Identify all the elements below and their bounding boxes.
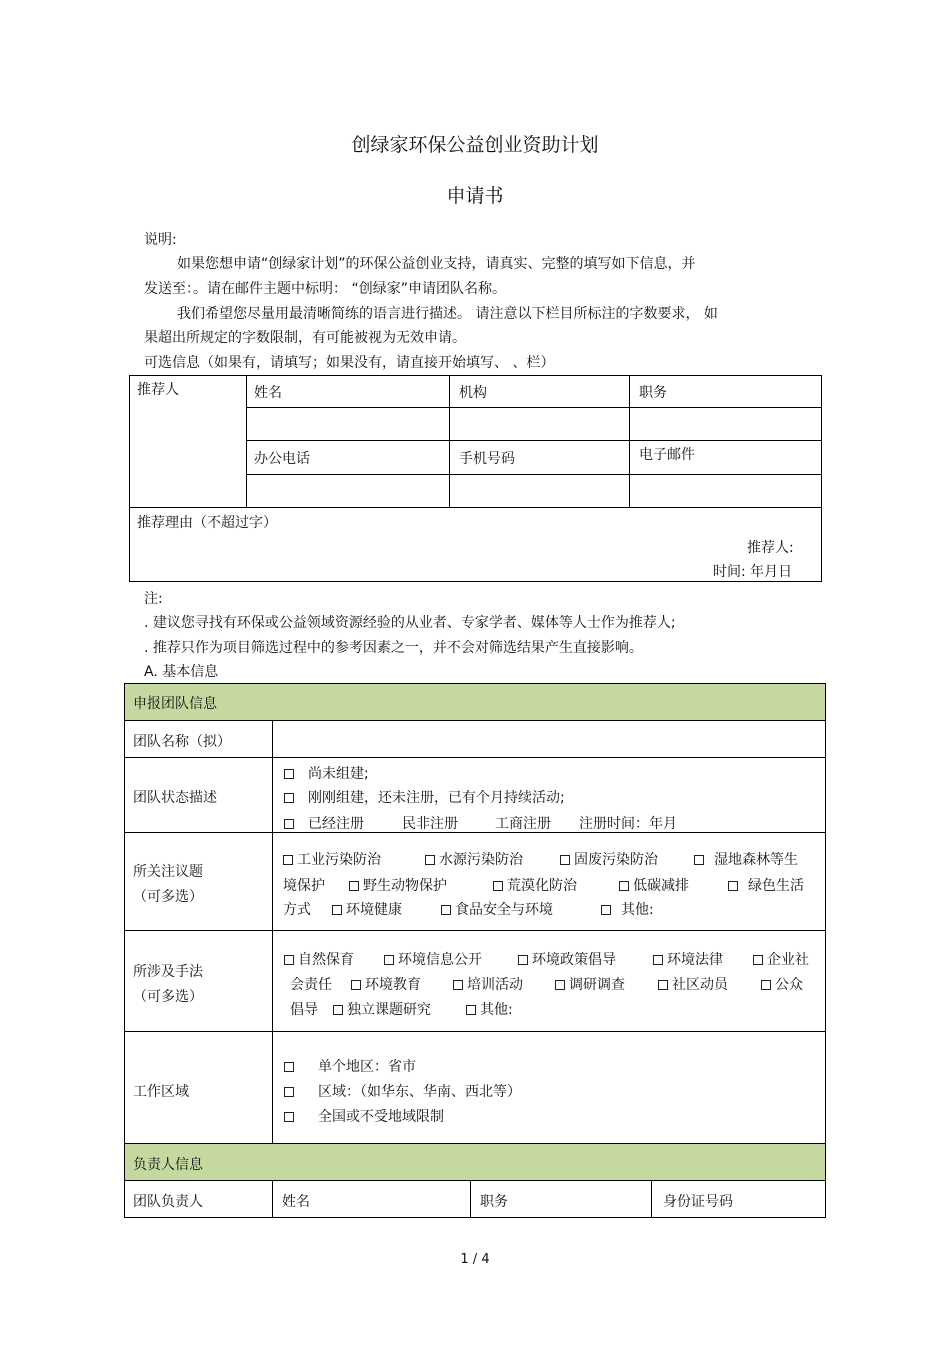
checkbox-icon [753,955,763,965]
recommender-office-phone-label: 办公电话 [254,451,310,467]
recommender-signature-label: 推荐人: [747,540,794,556]
method-option[interactable]: 环境教育 [351,974,421,994]
issue-option[interactable]: 水源污染防治 [425,849,523,869]
issue-option[interactable]: 环境健康 [332,899,402,919]
checkbox-icon [728,881,738,891]
area-option-nationwide[interactable]: 全国或不受地域限制 [284,1106,444,1126]
page-subtitle: 申请书 [446,185,504,207]
checkbox-icon [555,980,565,990]
issue-option[interactable]: 绿色生活 [728,875,804,895]
checkbox-icon [284,819,294,829]
leader-name-label: 姓名 [282,1194,310,1210]
checkbox-icon [349,881,359,891]
page-number: 1 / 4 [460,1252,490,1267]
intro-paragraph-2a: 我们希望您尽量用最清晰简练的语言进行描述。 请注意以下栏目所标注的字数要求， 如 [177,306,718,322]
section-a-heading: A. 基本信息 [144,664,219,680]
checkbox-icon [333,1005,343,1015]
team-name-label: 团队名称（拟） [133,734,231,750]
notes-label: 注: [144,591,163,607]
note-1: . 建议您寻找有环保或公益领域资源经验的从业者、专家学者、媒体等人士作为推荐人; [144,615,676,631]
leader-id-label: 身份证号码 [663,1194,733,1210]
issue-option[interactable]: 湿地森林等生 [694,849,798,869]
checkbox-icon [332,905,342,915]
status-option-registered[interactable]: 已经注册 [284,813,364,833]
checkbox-icon [351,980,361,990]
recommender-mobile-label: 手机号码 [459,451,515,467]
issue-option[interactable]: 荒漠化防治 [493,875,577,895]
checkbox-icon [453,980,463,990]
checkbox-icon [284,1112,294,1122]
methods-label: 所涉及手法 [133,964,203,980]
checkbox-icon [466,1005,476,1015]
checkbox-icon [284,769,294,779]
recommender-position-label: 职务 [639,385,667,401]
recommender-label: 推荐人 [137,382,179,398]
methods-multi-select-hint: （可多选） [133,989,203,1005]
team-status-label: 团队状态描述 [133,790,217,806]
issue-option[interactable]: 其他: [601,899,654,919]
issue-option-continued: 境保护 [283,878,325,894]
recommend-reason-label: 推荐理由（不超过字） [137,515,277,531]
recommend-date-label: 时间: 年月日 [713,564,793,580]
checkbox-icon [384,955,394,965]
issues-multi-select-hint: （可多选） [133,889,203,905]
issues-label: 所关注议题 [133,864,203,880]
checkbox-icon [658,980,668,990]
issue-option[interactable]: 固废污染防治 [560,849,658,869]
recommender-name-label: 姓名 [254,385,282,401]
status-nonprofit-registration: 民非注册 [402,816,458,832]
method-option[interactable]: 企业社 [753,949,809,969]
intro-paragraph-1b: 发送至：。请在邮件主题中标明： “创绿家”申请团队名称。 [144,281,506,297]
checkbox-icon [493,881,503,891]
method-option[interactable]: 自然保育 [284,949,354,969]
area-option-multi-region[interactable]: 区域：（如华东、华南、西北等） [284,1081,521,1101]
issue-option[interactable]: 低碳减排 [619,875,689,895]
leader-position-label: 职务 [480,1194,508,1210]
method-option-continued: 倡导 [290,1002,318,1018]
intro-label: 说明: [144,232,177,248]
checkbox-icon [761,980,771,990]
area-option-single-region[interactable]: 单个地区：省市 [284,1056,416,1076]
issue-option[interactable]: 工业污染防治 [283,849,381,869]
method-option[interactable]: 调研调查 [555,974,625,994]
checkbox-icon [601,905,611,915]
intro-paragraph-2b: 果超出所规定的字数限制，有可能被视为无效申请。 [144,330,466,346]
checkbox-icon [619,881,629,891]
checkbox-icon [284,793,294,803]
recommender-org-label: 机构 [459,385,487,401]
team-info-header: 申报团队信息 [133,696,217,712]
method-option[interactable]: 环境法律 [653,949,723,969]
issue-option[interactable]: 食品安全与环境 [441,899,553,919]
checkbox-icon [441,905,451,915]
checkbox-icon [284,955,294,965]
checkbox-icon [425,855,435,865]
checkbox-icon [284,1062,294,1072]
issue-option[interactable]: 野生动物保护 [349,875,447,895]
status-option-not-formed[interactable]: 尚未组建; [284,763,369,783]
leader-info-header: 负责人信息 [133,1157,203,1173]
status-option-newly-formed[interactable]: 刚刚组建，还未注册，已有个月持续活动; [284,787,565,807]
method-option[interactable]: 社区动员 [658,974,728,994]
checkbox-icon [694,855,704,865]
note-2: . 推荐只作为项目筛选过程中的参考因素之一，并不会对筛选结果产生直接影响。 [144,640,643,656]
optional-info: 可选信息（如果有，请填写；如果没有，请直接开始填写、 、栏） [144,355,555,371]
intro-paragraph-1a: 如果您想申请“创绿家计划”的环保公益创业支持，请真实、完整的填写如下信息，并 [177,256,696,272]
checkbox-icon [284,1087,294,1097]
checkbox-icon [560,855,570,865]
method-option-continued: 会责任 [290,977,332,993]
work-area-label: 工作区域 [133,1084,189,1100]
checkbox-icon [283,855,293,865]
team-leader-label: 团队负责人 [133,1194,203,1210]
checkbox-icon [653,955,663,965]
method-option[interactable]: 环境政策倡导 [518,949,616,969]
status-business-registration: 工商注册 [495,816,551,832]
recommender-email-label: 电子邮件 [639,447,695,463]
method-option[interactable]: 其他: [466,999,513,1019]
method-option[interactable]: 独立课题研究 [333,999,431,1019]
page-title: 创绿家环保公益创业资助计划 [351,134,599,156]
method-option[interactable]: 环境信息公开 [384,949,482,969]
checkbox-icon [518,955,528,965]
status-registration-time: 注册时间：年月 [579,816,677,832]
method-option[interactable]: 培训活动 [453,974,523,994]
method-option[interactable]: 公众 [761,974,803,994]
issue-option-continued: 方式 [283,902,311,918]
